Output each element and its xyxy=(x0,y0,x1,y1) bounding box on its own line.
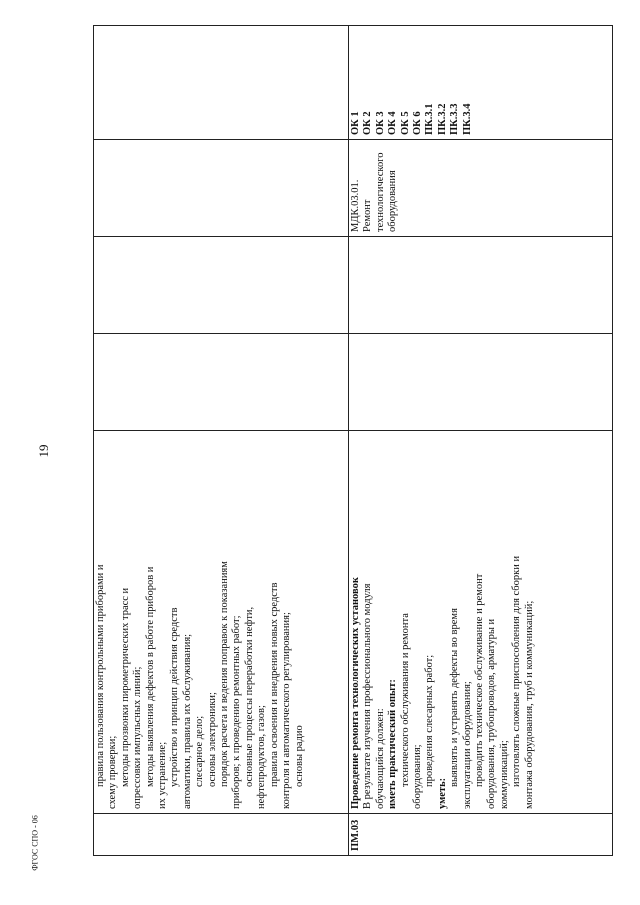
module-content-cell xyxy=(94,431,349,814)
content-line: монтажа оборудования, труб и коммуникаций; xyxy=(523,600,535,809)
mdk-list xyxy=(350,144,400,232)
competency-code: ОК 1 xyxy=(350,111,361,135)
competency-code: ПК.3.4 xyxy=(461,103,473,135)
table-row xyxy=(349,26,613,856)
mdk-line: технологического xyxy=(374,152,386,232)
content-lines xyxy=(95,435,306,809)
module-content-cell xyxy=(349,431,613,814)
mdk-cell xyxy=(94,140,349,237)
competency-code: ОК 6 xyxy=(412,111,424,135)
empty-cell xyxy=(349,334,613,431)
rotated-table-container xyxy=(93,26,612,856)
content-line: методы выявления дефектов в работе приборов и xyxy=(144,566,156,787)
empty-cell xyxy=(94,237,349,334)
page-number: 19 xyxy=(36,444,51,458)
empty-cell xyxy=(94,334,349,431)
mdk-line: оборудования xyxy=(387,170,399,232)
content-line: их устранение; xyxy=(157,741,169,809)
content-line: технического обслуживания и ремонта xyxy=(399,613,411,787)
content-line: выявлять и устранять дефекты во время xyxy=(449,608,461,787)
content-line: нефтепродуктов, газов; xyxy=(256,705,268,809)
competency-code: ОК 2 xyxy=(362,111,374,135)
content-line: проведения слесарных работ; xyxy=(424,654,436,787)
table-row xyxy=(94,26,349,856)
content-line: правила освоения и внедрения новых средств xyxy=(268,582,280,787)
content-line: автоматики, правила их обслуживания; xyxy=(181,633,193,809)
table-wrapper xyxy=(93,26,612,856)
content-line: схему проверки; xyxy=(107,735,119,809)
content-line: В результате изучения профессионального модуля xyxy=(362,583,374,809)
competency-code: ПК.3.1 xyxy=(424,103,436,135)
content-line: Проведение ремонта технологических установок xyxy=(350,577,361,809)
competency-code: ПК.3.3 xyxy=(449,103,461,135)
content-line: оборудования; xyxy=(412,744,424,809)
mdk-cell xyxy=(349,140,613,237)
content-lines xyxy=(350,435,536,809)
competencies-cell xyxy=(349,26,613,140)
content-line: слесарное дело; xyxy=(194,715,206,787)
content-line: проводить техническое обслуживание и ремонт xyxy=(474,573,486,787)
competency-code: ОК 4 xyxy=(387,111,399,135)
content-line: приборов; к проведению ремонтных работ; xyxy=(231,615,243,809)
content-line: основные процессы переработки нефти, xyxy=(243,606,255,787)
content-line: обучающийся должен: xyxy=(374,708,386,809)
curriculum-table xyxy=(93,25,613,856)
empty-cell xyxy=(349,237,613,334)
footer-code: ФГОС СПО - 06 xyxy=(30,815,40,871)
content-line: основы электроники; xyxy=(206,692,218,787)
content-line: устройство и принцип действия средств xyxy=(169,607,181,787)
competency-code: ОК 3 xyxy=(374,111,386,135)
content-line: изготовлять сложные приспособления для сборки и xyxy=(511,555,523,787)
competency-code: ПК.3.2 xyxy=(436,103,448,135)
competency-code: ОК 5 xyxy=(399,111,411,135)
mdk-line: МДК.03.01. xyxy=(350,179,361,232)
content-line: основы радио xyxy=(293,725,305,787)
content-line: коммуникаций; xyxy=(498,740,510,809)
content-line: правила пользования контрольными приборами и xyxy=(95,564,106,787)
content-line: контроля и автоматического регулирования; xyxy=(281,612,293,809)
content-line: порядок расчета и ведения поправок к показаниям xyxy=(219,561,231,787)
competencies-list xyxy=(350,30,474,135)
module-code-cell xyxy=(94,814,349,856)
content-line: эксплуатации оборудования; xyxy=(461,681,473,809)
module-code-cell: ПМ.03 xyxy=(349,814,613,856)
content-line: уметь: xyxy=(436,777,448,809)
mdk-line: Ремонт xyxy=(362,199,374,232)
content-line: иметь практический опыт: xyxy=(387,679,399,809)
content-line: опрессовки импульсных линий; xyxy=(132,666,144,809)
content-line: методы прозвонки пирометрических трасс и xyxy=(119,587,131,787)
content-line: оборудования, трубопроводов, арматуры и xyxy=(486,618,498,809)
competencies-cell xyxy=(94,26,349,140)
